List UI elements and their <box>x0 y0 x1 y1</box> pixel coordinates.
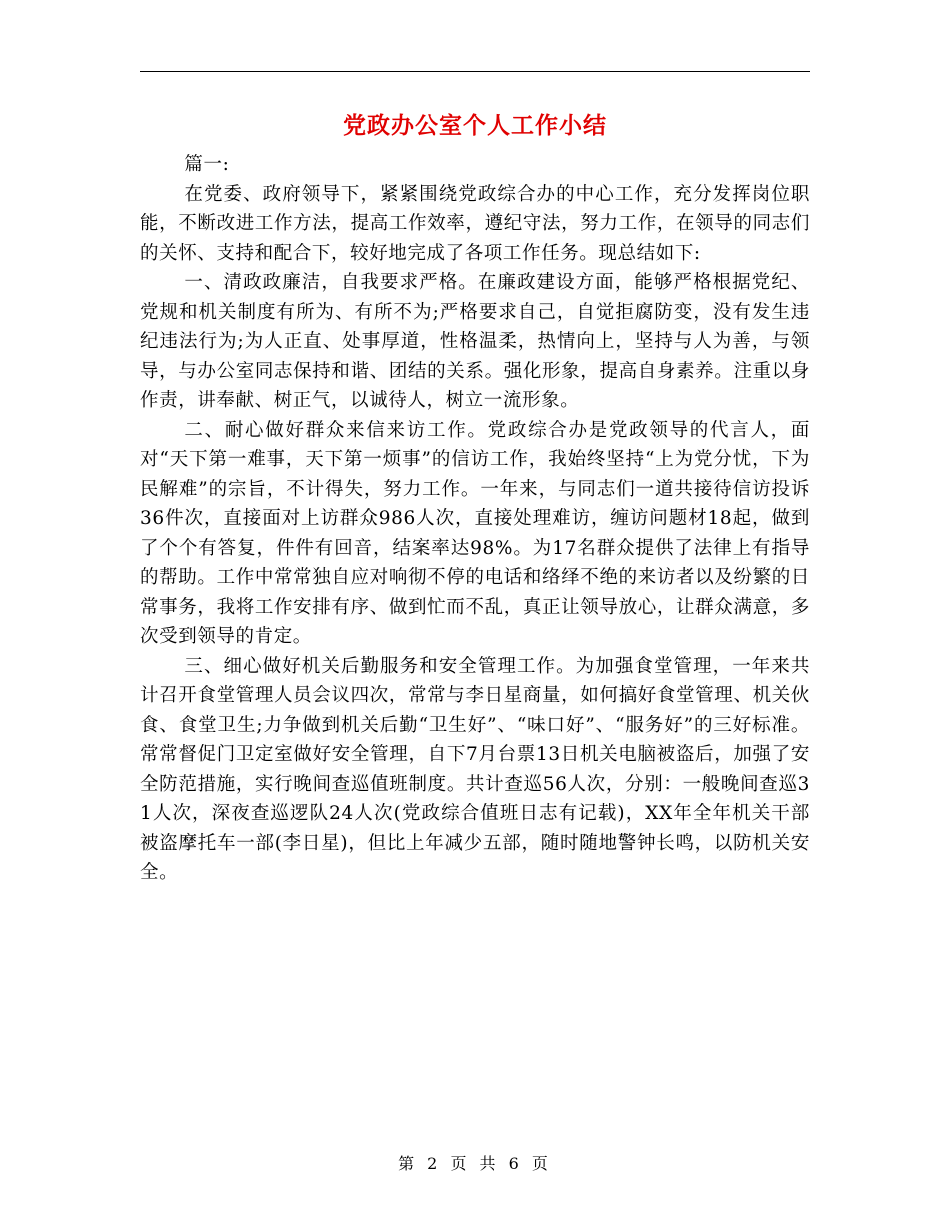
paragraph-section-1: 一、清政政廉洁，自我要求严格。在廉政建设方面，能够严格根据党纪、党规和机关制度有所为、有所不为;严格要求自己，自觉拒腐防变，没有发生违纪违法行为;为人正直、处事厚道，性格温柔，热情向上，坚持与人为善，与领导，与办公室同志保持和谐、团结的关系。强化形象，提高自身素养。注重以身作责，讲奉献、树正气，以诚待人，树立一流形象。 <box>140 272 810 411</box>
paragraph-section-3: 三、细心做好机关后勤服务和安全管理工作。为加强食堂管理，一年来共计召开食堂管理人员会议四次，常常与李日星商量，如何搞好食堂管理、机关伙食、食堂卫生;力争做到机关后勤“卫生好”、“味口好”、“服务好”的三好标准。常常督促门卫定室做好安全管理，自下7月台票13日机关电脑被盗后，加强了安全防范措施，实行晚间查巡值班制度。共计查巡56人次，分别：一般晚间查巡31人次，深夜查巡逻队24人次(党政综合值班日志有记载)，XX年全年机关干部被盗摩托车一部(李日星)，但比上年减少五部，随时随地警钟长鸣，以防机关安全。 <box>140 655 810 883</box>
paragraph-heading: 篇一: <box>184 154 230 175</box>
document-title: 党政办公室个人工作小结 <box>343 112 607 139</box>
page-number: 第 2 页 共 6 页 <box>398 1154 552 1173</box>
paragraph-section-2: 二、耐心做好群众来信来访工作。党政综合办是党政领导的代言人，面对“天下第一难事，天下第一烦事”的信访工作，我始终坚持“上为党分忧，下为民解难”的宗旨，不计得失，努力工作。一年来，与同志们一道共接待信访投诉36件次，直接面对上访群众986人次，直接处理难访，缠访问题材18起，做到了个个有答复，件件有回音，结案率达98%。为17名群众提供了法律上有指导的帮助。工作中常常独自应对响彻不停的电话和络绎不绝的来访者以及纷繁的日常事务，我将工作安排有序、做到忙而不乱，真正让领导放心，让群众满意，多次受到领导的肯定。 <box>140 419 810 647</box>
paragraph-intro: 在党委、政府领导下，紧紧围绕党政综合办的中心工作，充分发挥岗位职能，不断改进工作方法，提高工作效率，遵纪守法，努力工作，在领导的同志们的关怀、支持和配合下，较好地完成了各项工作任务。现总结如下: <box>140 183 810 264</box>
header-rule <box>140 71 810 72</box>
document-body <box>140 150 810 888</box>
